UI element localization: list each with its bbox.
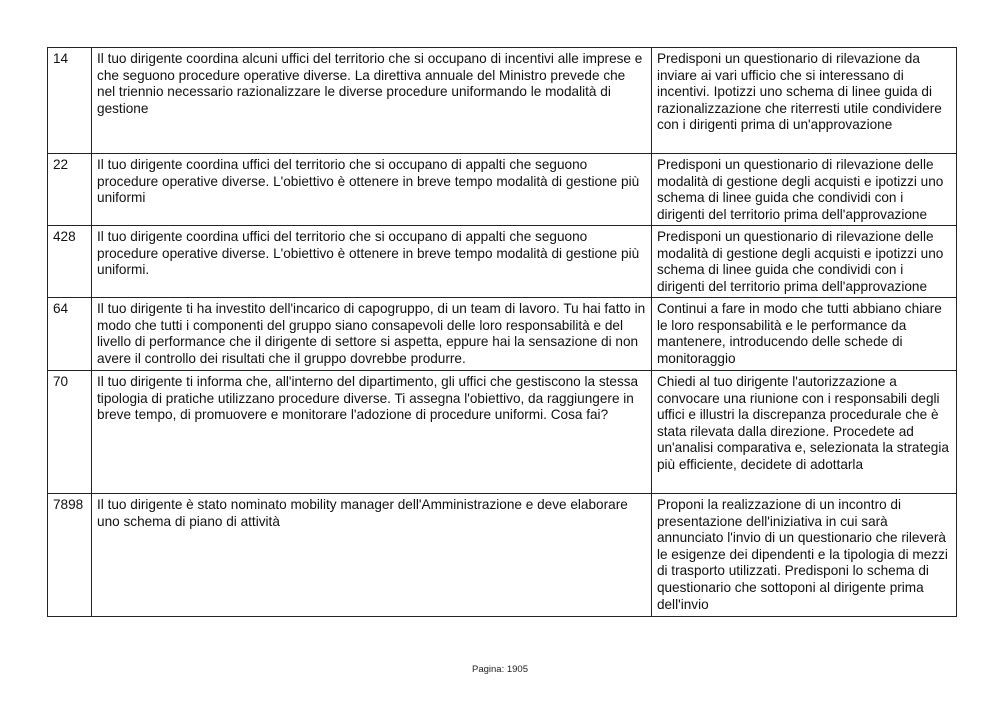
answer-cell: Predisponi un questionario di rilevazione delle modalità di gestione degli acquisti e ipotizzi uno schema di linee guida che condividi con i dirigenti del territorio prima dell'approvazione — [651, 154, 956, 226]
situation-cell: Il tuo dirigente coordina uffici del territorio che si occupano di appalti che seguono procedure operative diverse. L'obiettivo è ottenere in breve tempo modalità di gestione più uniformi. — [92, 226, 652, 298]
table-row — [48, 48, 957, 154]
table-row — [48, 371, 957, 494]
answer-cell: Proponi la realizzazione di un incontro di presentazione dell'iniziativa in cui sarà annunciato l'invio di un questionario che rileverà le esigenze dei dipendenti e la tipologia di mezzi di trasporto utilizzati. Predisponi lo schema di questionario che sottoponi al dirigente prima dell'invio — [651, 494, 956, 617]
row-id-cell: 64 — [48, 298, 92, 371]
row-id-cell: 14 — [48, 48, 92, 154]
situation-cell: Il tuo dirigente ti informa che, all'interno del dipartimento, gli uffici che gestiscono la stessa tipologia di pratiche utilizzano procedure diverse. Ti assegna l'obiettivo, da raggiungere in breve tempo, di promuovere e monitorare l'adozione di procedure uniformi. Cosa fai? — [92, 371, 652, 494]
situation-cell: Il tuo dirigente coordina alcuni uffici del territorio che si occupano di incentivi alle imprese e che seguono procedure operative diverse. La direttiva annuale del Ministro prevede che nel triennio necessario razionalizzare le diverse procedure uniformando le modalità di gestione — [92, 48, 652, 154]
table-row — [48, 226, 957, 298]
row-id-cell: 22 — [48, 154, 92, 226]
answer-cell: Chiedi al tuo dirigente l'autorizzazione a convocare una riunione con i responsabili degli uffici e illustri la discrepanza procedurale che è stata rilevata dalla direzione. Procedete ad un'analisi comparativa e, selezionata la strategia più efficiente, decidete di adottarla — [651, 371, 956, 494]
answer-cell: Predisponi un questionario di rilevazione delle modalità di gestione degli acquisti e ipotizzi uno schema di linee guida che condividi con i dirigenti del territorio prima dell'approvazione — [651, 226, 956, 298]
answer-cell: Predisponi un questionario di rilevazione da inviare ai vari ufficio che si interessano di incentivi. Ipotizzi uno schema di linee guida di razionalizzazione che riterresti utile condividere con i dirigenti prima di un'approvazione — [651, 48, 956, 154]
questions-table — [47, 47, 957, 617]
situation-cell: Il tuo dirigente è stato nominato mobility manager dell'Amministrazione e deve elaborare uno schema di piano di attività — [92, 494, 652, 617]
table-row — [48, 298, 957, 371]
page-number: Pagina: 1905 — [472, 664, 528, 675]
row-id-cell: 7898 — [48, 494, 92, 617]
row-id-cell: 70 — [48, 371, 92, 494]
situation-cell: Il tuo dirigente ti ha investito dell'incarico di capogruppo, di un team di lavoro. Tu hai fatto in modo che tutti i componenti del gruppo siano consapevoli delle loro responsabilità e del livello di performance che il dirigente di settore si aspetta, eppure hai la sensazione di non avere il controllo dei risultati che il gruppo dovrebbe produrre. — [92, 298, 652, 371]
row-id-cell: 428 — [48, 226, 92, 298]
table-row — [48, 494, 957, 617]
situation-cell: Il tuo dirigente coordina uffici del territorio che si occupano di appalti che seguono procedure operative diverse. L'obiettivo è ottenere in breve tempo modalità di gestione più uniformi — [92, 154, 652, 226]
table-row — [48, 154, 957, 226]
answer-cell: Continui a fare in modo che tutti abbiano chiare le loro responsabilità e le performance da mantenere, introducendo delle schede di monitoraggio — [651, 298, 956, 371]
